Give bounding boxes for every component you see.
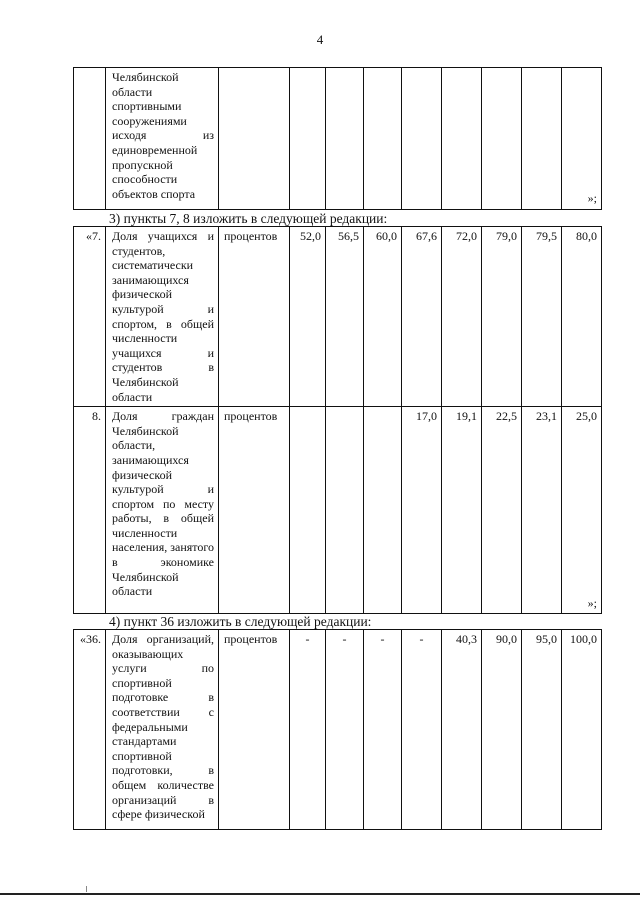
value-cell xyxy=(522,68,562,210)
indicator-table-continuation xyxy=(73,67,602,210)
value-cell: - xyxy=(402,630,442,830)
value-cell: 100,0 xyxy=(562,630,602,830)
page-bottom-edge xyxy=(0,893,640,895)
instruction-items-7-8: 3) пункты 7, 8 изложить в следующей редакции: xyxy=(109,211,388,226)
unit-cell: процентов xyxy=(219,227,290,407)
indicator-name-cell: Доля граждан Челябинской области, занимающихся физической культурой и спортом по месту работы, в общей численности населения, занятого в экономике Челябинской области xyxy=(106,407,219,614)
unit-cell xyxy=(219,68,290,210)
row-number-cell xyxy=(74,68,106,210)
unit-cell: процентов xyxy=(219,630,290,830)
closing-quote-mark: »; xyxy=(587,191,597,206)
value-cell: - xyxy=(290,630,326,830)
indicator-table-item-36 xyxy=(73,629,602,830)
value-cell xyxy=(326,407,364,614)
value-cell: 40,3 xyxy=(442,630,482,830)
value-cell xyxy=(482,68,522,210)
value-cell: 90,0 xyxy=(482,630,522,830)
indicator-name-cell: Челябинской области спортивными сооружениями исходя из единовременной пропускной способности объектов спорта xyxy=(106,68,219,210)
unit-cell: процентов xyxy=(219,407,290,614)
row-number-cell: 8. xyxy=(74,407,106,614)
value-cell: 72,0 xyxy=(442,227,482,407)
value-cell xyxy=(562,407,602,614)
value-cell: 79,5 xyxy=(522,227,562,407)
table-row xyxy=(74,407,602,614)
table-row xyxy=(74,68,602,210)
value-cell: 17,0 xyxy=(402,407,442,614)
indicator-name-cell: Доля организаций, оказывающих услуги по спортивной подготовке в соответствии с федеральными стандартами спортивной подготовки, в общем количестве организаций в сфере физической xyxy=(106,630,219,830)
value-cell xyxy=(290,68,326,210)
closing-quote-mark: »; xyxy=(587,595,597,610)
value-cell: 95,0 xyxy=(522,630,562,830)
value-cell xyxy=(402,68,442,210)
table-row xyxy=(74,227,602,407)
row-number-cell: «7. xyxy=(74,227,106,407)
value-cell xyxy=(364,68,402,210)
value-cell: 19,1 xyxy=(442,407,482,614)
value-cell: - xyxy=(364,630,402,830)
value-text: 25,0 xyxy=(576,409,597,424)
value-cell: 22,5 xyxy=(482,407,522,614)
page-number: 4 xyxy=(316,32,324,47)
value-cell xyxy=(290,407,326,614)
value-cell: 80,0 xyxy=(562,227,602,407)
value-cell: 56,5 xyxy=(326,227,364,407)
row-number-cell: «36. xyxy=(74,630,106,830)
indicator-table-items-7-8 xyxy=(73,226,602,614)
value-cell xyxy=(326,68,364,210)
value-cell: 52,0 xyxy=(290,227,326,407)
value-cell: 23,1 xyxy=(522,407,562,614)
table-row xyxy=(74,630,602,830)
value-cell xyxy=(442,68,482,210)
value-cell xyxy=(364,407,402,614)
value-cell xyxy=(562,68,602,210)
value-cell: - xyxy=(326,630,364,830)
value-cell: 67,6 xyxy=(402,227,442,407)
value-cell: 79,0 xyxy=(482,227,522,407)
value-cell: 60,0 xyxy=(364,227,402,407)
instruction-item-36: 4) пункт 36 изложить в следующей редакции: xyxy=(109,614,372,629)
indicator-name-cell: Доля учащихся и студентов, систематически занимающихся физической культурой и спортом, в общей численности учащихся и студентов в Челябинской области xyxy=(106,227,219,407)
scan-mark xyxy=(86,886,87,892)
